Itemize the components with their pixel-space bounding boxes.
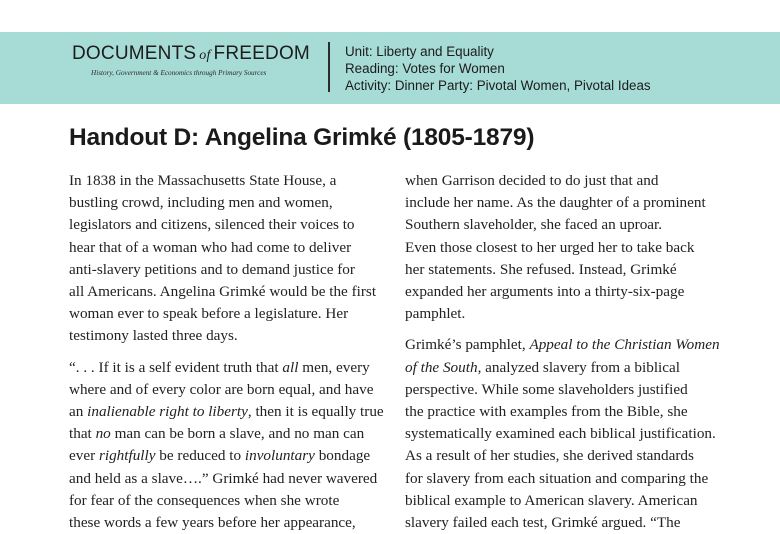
- brand-subtitle: History, Government & Economics through Primary Sources: [91, 69, 267, 77]
- text-line: these words a few years before her appearance,: [69, 514, 356, 532]
- paragraph-continuation: [405, 170, 735, 325]
- text-line: woman ever to speak before a legislature. Her: [69, 305, 349, 323]
- text-line: perspective. While some slaveholders justified: [405, 380, 688, 398]
- brand-logo: [72, 43, 322, 77]
- text-line: Grimké’s pamphlet, Appeal to the Christian Women: [405, 336, 720, 354]
- lesson-meta: [345, 43, 651, 94]
- text-line: bustling crowd, including men and women,: [69, 194, 333, 212]
- text-line: include her name. As the daughter of a prominent: [405, 194, 706, 212]
- brand-title: DOCUMENTS of FREEDOM: [72, 43, 310, 64]
- text-line: ever rightfully be reduced to involuntary bondage: [69, 447, 371, 465]
- text-line: when Garrison decided to do just that and: [405, 172, 659, 189]
- text-line: all Americans. Angelina Grimké would be the first: [69, 283, 377, 301]
- text-line: testimony lasted three days.: [69, 327, 238, 345]
- paragraph-pamphlet: [405, 334, 735, 534]
- paragraph-quote: [69, 357, 399, 534]
- text-line: her statements. She refused. Instead, Grimké: [405, 260, 677, 278]
- reading-label: Reading: Votes for Women: [345, 61, 505, 76]
- right-column: [405, 170, 735, 534]
- text-line: where and of every color are born equal, and have: [69, 380, 374, 398]
- text-line: for slavery from each situation and comparing the: [405, 469, 709, 487]
- text-line: systematically examined each biblical justification.: [405, 425, 716, 443]
- text-line: the practice with examples from the Bible, she: [405, 403, 688, 421]
- text-line: expanded her arguments into a thirty-six-page: [405, 283, 685, 301]
- text-line: pamphlet.: [405, 305, 466, 323]
- text-line: an inalienable right to liberty, then it is equally true: [69, 403, 384, 421]
- text-line: Even those closest to her urged her to take back: [405, 238, 695, 256]
- text-line: slavery failed each test, Grimké argued. “The: [405, 514, 681, 532]
- text-line: anti-slavery petitions and to demand justice for: [69, 260, 355, 278]
- text-line: In 1838 in the Massachusetts State House, a: [69, 172, 337, 189]
- text-line: and held as a slave….” Grimké had never wavered: [69, 469, 378, 487]
- text-line: “. . . If it is a self evident truth that all men, every: [69, 358, 370, 376]
- text-line: legislators and citizens, silenced their voices to: [69, 216, 355, 234]
- text-line: for fear of the consequences when she wrote: [69, 491, 340, 509]
- text-line: of the South, analyzed slavery from a biblical: [405, 358, 680, 376]
- activity-label: Activity: Dinner Party: Pivotal Women, Pivotal Ideas: [345, 78, 651, 93]
- header-divider: [328, 42, 330, 92]
- paragraph-intro: [69, 170, 399, 348]
- text-line: that no man can be born a slave, and no man can: [69, 425, 365, 443]
- text-line: As a result of her studies, she derived standards: [405, 447, 694, 465]
- left-column: [69, 170, 399, 534]
- text-line: Southern slaveholder, she faced an uproar.: [405, 216, 663, 234]
- text-line: hear that of a woman who had come to deliver: [69, 238, 352, 256]
- text-line: biblical example to American slavery. American: [405, 491, 698, 509]
- handout-title: Handout D: Angelina Grimké (1805-1879): [69, 124, 535, 151]
- unit-label: Unit: Liberty and Equality: [345, 44, 494, 59]
